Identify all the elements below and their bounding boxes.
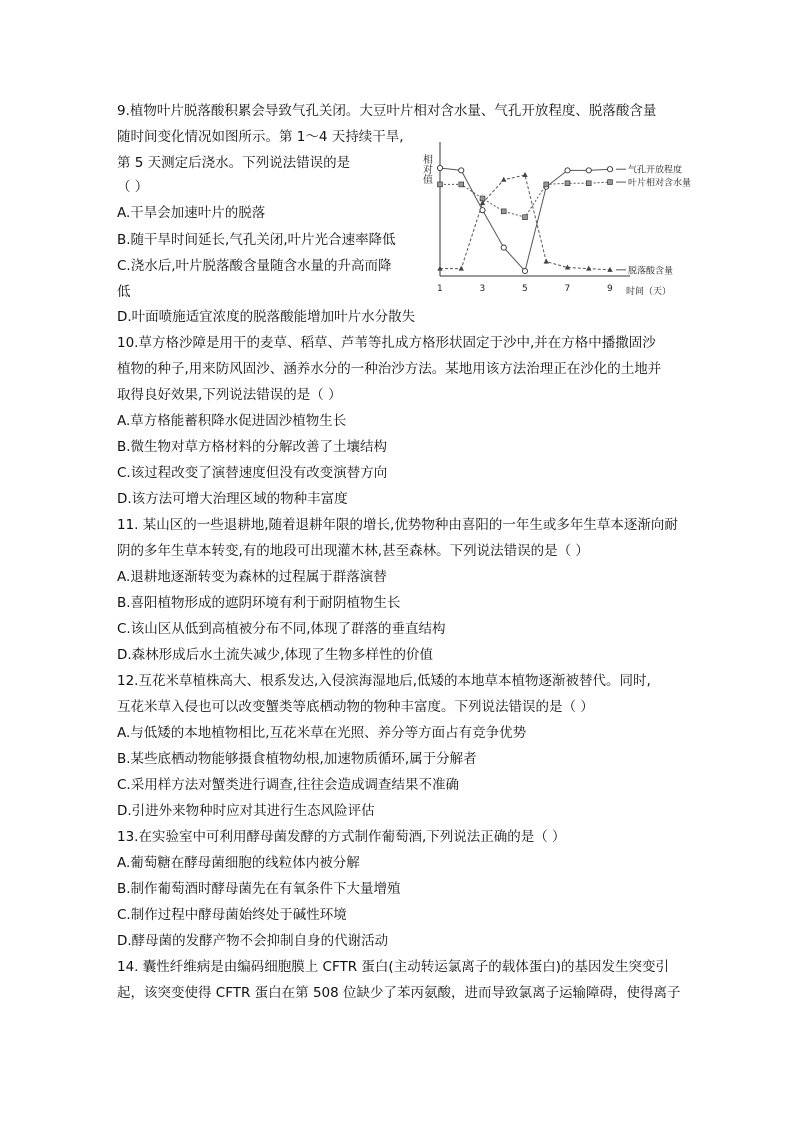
q9-option-c: C.浇水后,叶片脱落酸含量随含水量的升高而降: [117, 258, 392, 274]
legend-label: 气孔开放程度: [628, 165, 683, 176]
data-point: [586, 168, 591, 173]
q9-answer-blank: （ ）: [117, 179, 149, 195]
q11-option-b: B.喜阳植物形成的遮阴环境有利于耐阴植物生长: [117, 595, 401, 611]
x-tick-label: 5: [522, 284, 528, 294]
x-axis-label: 时间（天）: [626, 287, 672, 297]
q14-stem-line-2: 起，该突变使得 CFTR 蛋白在第 508 位缺少了苯丙氨酸，进而导致氯离子运输障碍，使得离子: [117, 985, 681, 1001]
chart-svg: [420, 134, 710, 299]
q13-stem-line-1: 13.在实验室中可利用酵母菌发酵的方式制作葡萄酒,下列说法正确的是（ ）: [117, 829, 566, 845]
q9-stem-line-3: 第 5 天测定后浇水。下列说法错误的是: [117, 155, 351, 171]
q12-option-a: A.与低矮的本地植物相比,互花米草在光照、养分等方面占有竞争优势: [117, 725, 527, 741]
data-point: [438, 182, 443, 187]
q9-option-d: D.叶面喷施适宜浓度的脱落酸能增加叶片水分散失: [117, 309, 416, 325]
data-point: [459, 168, 464, 173]
q13-option-c: C.制作过程中酵母菌始终处于碱性环境: [117, 907, 347, 923]
data-point: [459, 266, 464, 271]
q10-stem-line-1: 10.草方格沙障是用干的麦草、稻草、芦苇等扎成方格形状固定于沙中,并在方格中播撒固沙: [117, 335, 656, 351]
data-point: [565, 168, 570, 173]
data-point: [523, 215, 528, 220]
q13-option-b: B.制作葡萄酒时酵母菌先在有氧条件下大量增殖: [117, 881, 401, 897]
q13-option-a: A.葡萄糖在酵母菌细胞的线粒体内被分解: [117, 855, 360, 871]
data-point: [586, 181, 591, 186]
data-point: [544, 182, 549, 187]
data-point: [544, 259, 549, 264]
q11-option-d: D.森林形成后水土流失减少,体现了生物多样性的价值: [117, 647, 433, 663]
data-point: [459, 182, 464, 187]
q10-option-b: B.微生物对草方格材料的分解改善了土壤结构: [117, 439, 388, 455]
data-point: [437, 165, 442, 170]
q10-stem-line-2: 植物的种子,用来防风固沙、涵养水分的一种治沙方法。某地用该方法治理正在沙化的土地并: [117, 361, 662, 377]
q11-stem-line-1: 11. 某山区的一些退耕地,随着退耕年限的增长,优势物种由喜阳的一年生或多年生草本逐渐向耐: [117, 517, 678, 533]
x-tick-label: 9: [607, 284, 613, 294]
x-tick-label: 1: [437, 284, 443, 294]
q11-option-c: C.该山区从低到高植被分布不同,体现了群落的垂直结构: [117, 621, 446, 637]
series-line-3: [440, 175, 610, 270]
y-axis-label: 相对值: [420, 154, 432, 184]
q10-option-c: C.该过程改变了演替速度但没有改变演替方向: [117, 465, 388, 481]
data-point: [501, 209, 506, 214]
data-point: [522, 268, 527, 273]
q12-option-c: C.采用样方法对蟹类进行调查,往往会造成调查结果不准确: [117, 777, 460, 793]
q10-stem-line-3: 取得良好效果,下列说法错误的是（ ）: [117, 387, 342, 403]
data-point: [501, 177, 506, 182]
q9-option-a: A.干旱会加速叶片的脱落: [117, 205, 266, 221]
x-tick-label: 7: [564, 284, 571, 294]
data-point: [501, 245, 506, 250]
data-point: [608, 180, 613, 185]
q9-stem-line-1: 9.植物叶片脱落酸积累会导致气孔关闭。大豆叶片相对含水量、气孔开放程度、脱落酸含量: [117, 103, 657, 119]
q11-option-a: A.退耕地逐渐转变为森林的过程属于群落演替: [117, 569, 387, 585]
q12-stem-line-1: 12.互花米草植株高大、根系发达,入侵滨海湿地后,低矮的本地草本植物逐渐被替代。同时,: [117, 673, 651, 689]
q13-option-d: D.酵母菌的发酵产物不会抑制自身的代谢活动: [117, 933, 389, 949]
data-point: [607, 167, 612, 172]
q9-line-chart: [420, 134, 710, 299]
data-point: [586, 266, 591, 271]
data-point: [565, 181, 570, 186]
q11-stem-line-2: 阴的多年生草本转变,有的地段可出现灌木林,甚至森林。下列说法错误的是（ ）: [117, 543, 589, 559]
q10-option-d: D.该方法可增大治理区域的物种丰富度: [117, 491, 348, 507]
series-line-2: [440, 182, 610, 217]
q12-stem-line-2: 互花米草入侵也可以改变蟹类等底栖动物的物种丰富度。下列说法错误的是（ ）: [117, 699, 594, 715]
q12-option-d: D.引进外来物种时应对其进行生态风险评估: [117, 803, 375, 819]
q9-option-c-continued: 低: [117, 284, 131, 300]
q10-option-a: A.草方格能蓄积降水促进固沙植物生长: [117, 413, 347, 429]
legend-label: 叶片相对含水量: [628, 178, 692, 189]
q12-option-b: B.某些底栖动物能够摄食植物幼根,加速物质循环,属于分解者: [117, 751, 477, 767]
q9-stem-line-2: 随时间变化情况如图所示。第 1～4 天持续干旱,: [117, 129, 404, 145]
x-tick-label: 3: [479, 284, 486, 294]
q14-stem-line-1: 14. 囊性纤维病是由编码细胞膜上 CFTR 蛋白(主动转运氯离子的载体蛋白)的基因发生突变引: [117, 959, 669, 975]
legend-label: 脱落酸含量: [628, 266, 674, 277]
q9-option-b: B.随干旱时间延长,气孔关闭,叶片光合速率降低: [117, 232, 396, 248]
data-point: [522, 172, 527, 177]
